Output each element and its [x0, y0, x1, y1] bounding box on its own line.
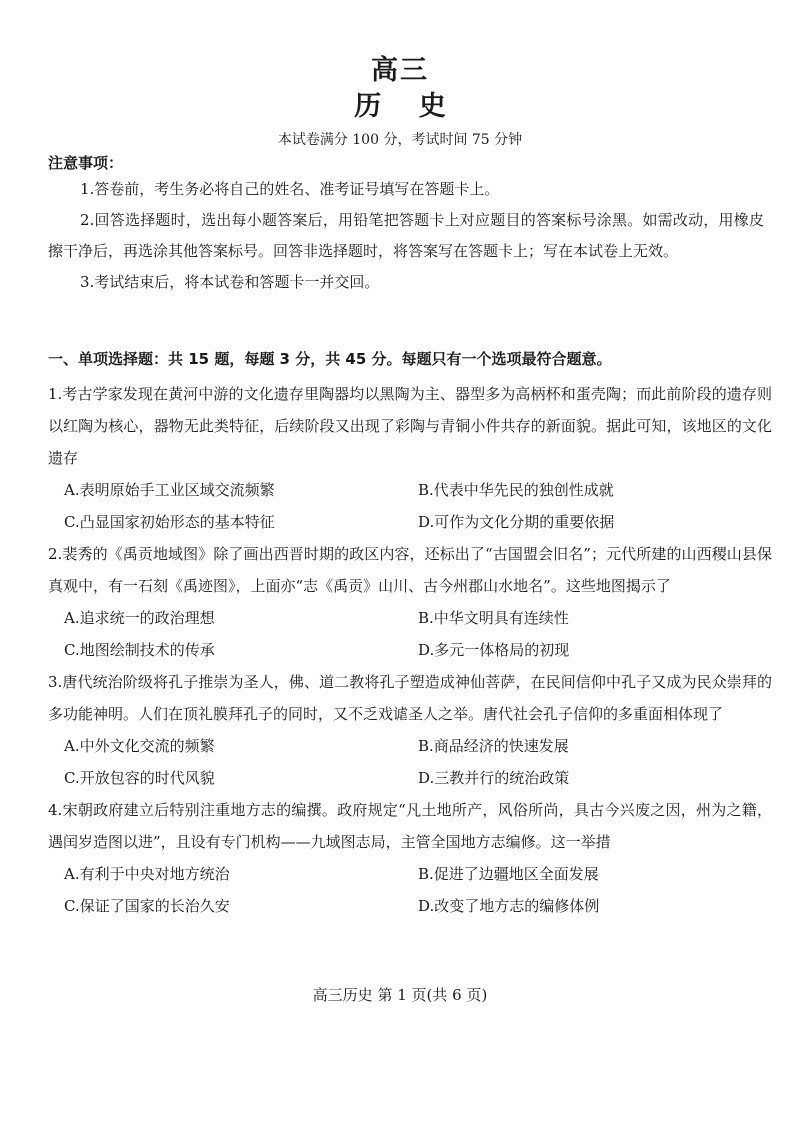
option-b: B.代表中华先民的独创性成就: [418, 481, 614, 499]
option-list: [48, 730, 772, 794]
question-stem: 3.唐代统治阶级将孔子推崇为圣人，佛、道二教将孔子塑造成神仙菩萨，在民间信仰中孔子又成为民众崇拜的多功能神明。人们在顶礼膜拜孔子的同时，又不乏戏谑圣人之举。唐代社会孔子信仰的多重面相体现了: [48, 673, 772, 723]
option-a: A.追求统一的政治理想: [64, 609, 215, 627]
question-stem: 2.裴秀的《禹贡地域图》除了画出西晋时期的政区内容，还标出了“古国盟会旧名”；元代所建的山西稷山县保真观中，有一石刻《禹迹图》，上面亦“志《禹贡》山川、古今州郡山水地名”。这些地图揭示了: [48, 545, 772, 595]
option-c: C.凸显国家初始形态的基本特征: [64, 513, 275, 531]
subject-title: 历 史: [354, 91, 460, 122]
option-d: D.改变了地方志的编修体例: [418, 897, 600, 915]
notice-heading: 注意事项：: [48, 154, 124, 172]
option-b: B.促进了边疆地区全面发展: [418, 865, 599, 883]
option-c: C.开放包容的时代风貌: [64, 769, 215, 787]
option-list: [48, 602, 772, 666]
option-a: A.中外文化交流的频繁: [64, 737, 215, 755]
option-d: D.可作为文化分期的重要依据: [418, 513, 615, 531]
option-c: C.地图绘制技术的传承: [64, 641, 215, 659]
notice-item: 2.回答选择题时，选出每小题答案后，用铅笔把答题卡上对应题目的答案标号涂黑。如需改动，用橡皮擦干净后，再选涂其他答案标号。回答非选择题时，将答案写在答题卡上；写在本试卷上无效。: [48, 211, 764, 260]
option-c: C.保证了国家的长治久安: [64, 897, 230, 915]
option-b: B.中华文明具有连续性: [418, 609, 569, 627]
question-1: [48, 378, 772, 538]
question-stem: 4.宋朝政府建立后特别注重地方志的编撰。政府规定“凡土地所产，风俗所尚，具古今兴废之因，州为之籍，遇闰岁造图以进”，且设有专门机构——九域图志局，主管全国地方志编修。这一举措: [48, 801, 772, 851]
option-list: [48, 858, 772, 922]
grade-title: 高三: [371, 55, 429, 86]
option-a: A.表明原始手工业区域交流频繁: [64, 481, 275, 499]
section-heading: 一、单项选择题：共 15 题，每题 3 分，共 45 分。每题只有一个选项最符合题意。: [48, 350, 612, 368]
exam-info: 本试卷满分 100 分，考试时间 75 分钟: [277, 132, 523, 148]
option-d: D.多元一体格局的初现: [418, 641, 570, 659]
question-2: [48, 538, 772, 666]
question-stem: 1.考古学家发现在黄河中游的文化遗存里陶器均以黑陶为主、器型多为高柄杯和蛋壳陶；而此前阶段的遗存则以红陶为核心，器物无此类特征，后续阶段又出现了彩陶与青铜小件共存的新面貌。据此可知，该地区的文化遗存: [48, 385, 772, 467]
question-3: [48, 666, 772, 794]
question-4: [48, 794, 772, 922]
option-b: B.商品经济的快速发展: [418, 737, 569, 755]
notice-item: 1.答卷前，考生务必将自己的姓名、准考证号填写在答题卡上。: [80, 180, 500, 198]
notice-list: [48, 174, 764, 298]
notice-item: 3.考试结束后，将本试卷和答题卡一并交回。: [80, 273, 380, 291]
page-footer: 高三历史 第 1 页(共 6 页): [312, 986, 488, 1004]
question-list: [48, 378, 772, 922]
option-d: D.三教并行的统治政策: [418, 769, 570, 787]
option-a: A.有利于中央对地方统治: [64, 865, 230, 883]
option-list: [48, 474, 772, 538]
